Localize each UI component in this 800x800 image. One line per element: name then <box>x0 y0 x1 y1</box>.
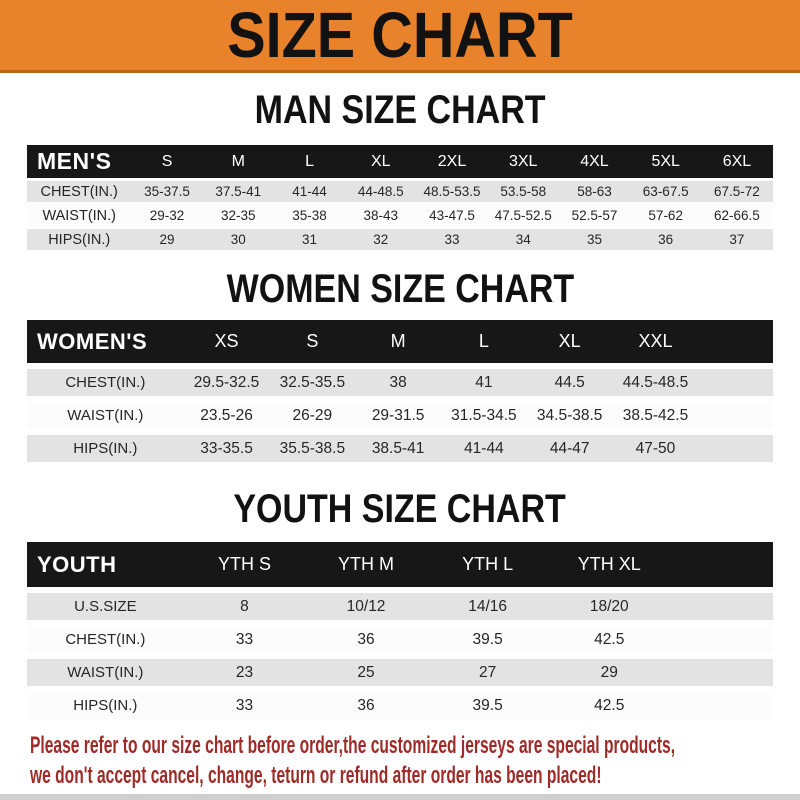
measurement-cell: 29-32 <box>149 208 185 223</box>
measurement-cell: 32.5-35.5 <box>279 373 346 391</box>
measurement-cell: 44-47 <box>549 439 590 457</box>
table-header-row <box>27 542 773 587</box>
measurement-cell: 39.5 <box>472 630 503 648</box>
row-label: WAIST(IN.) <box>67 407 144 424</box>
row-label: HIPS(IN.) <box>48 231 111 248</box>
column-header: L <box>305 152 314 170</box>
measurement-cell: 42.5 <box>594 630 625 648</box>
size-table-youth <box>27 542 773 719</box>
measurement-cell: 31.5-34.5 <box>451 406 517 424</box>
column-header: YTH S <box>217 554 271 574</box>
measurement-cell: 62-66.5 <box>714 208 760 223</box>
section-man-size-chart <box>27 87 773 250</box>
measurement-cell: 38 <box>389 373 407 391</box>
section-title-women: WOMEN SIZE CHART <box>226 267 574 311</box>
measurement-cell: 35 <box>586 232 602 247</box>
measurement-cell: 25 <box>357 663 375 681</box>
measurement-cell: 33 <box>444 232 460 247</box>
table-row <box>27 593 773 620</box>
row-label: HIPS(IN.) <box>73 440 138 457</box>
row-label: CHEST(IN.) <box>65 631 146 648</box>
measurement-cell: 30 <box>230 232 246 247</box>
table-row <box>27 435 773 462</box>
measurement-cell: 67.5-72 <box>714 184 760 199</box>
column-header: S <box>306 331 319 351</box>
measurement-cell: 18/20 <box>589 597 629 615</box>
table-header-label: YOUTH <box>37 551 117 577</box>
footer-line-2: we don't accept cancel, change, teturn or refund after order has been placed! <box>30 762 602 789</box>
measurement-cell: 41-44 <box>464 439 504 457</box>
measurement-cell: 35-37.5 <box>144 184 190 199</box>
measurement-cell: 63-67.5 <box>642 184 689 199</box>
row-label: U.S.SIZE <box>74 598 137 615</box>
measurement-cell: 14/16 <box>468 597 508 615</box>
column-header: YTH M <box>338 554 395 574</box>
section-youth-size-chart <box>27 486 773 719</box>
column-header: YTH L <box>462 554 514 574</box>
measurement-cell: 32-35 <box>221 208 256 223</box>
footer-line-1: Please refer to our size chart before order,the customized jerseys are special products, <box>30 732 676 759</box>
measurement-cell: 37.5-41 <box>215 184 262 199</box>
measurement-cell: 29-31.5 <box>371 406 425 424</box>
measurement-cell: 23.5-26 <box>200 406 253 424</box>
table-row <box>27 369 773 396</box>
column-header: 6XL <box>722 152 752 170</box>
row-label: CHEST(IN.) <box>40 183 118 200</box>
row-label: CHEST(IN.) <box>65 374 146 391</box>
measurement-cell: 41-44 <box>292 184 327 199</box>
measurement-cell: 34 <box>515 232 531 247</box>
column-header: M <box>390 331 406 351</box>
size-table-man <box>27 145 773 250</box>
measurement-cell: 58-63 <box>577 184 612 199</box>
section-women-size-chart <box>27 266 773 462</box>
table-row <box>27 181 773 202</box>
measurement-cell: 35-38 <box>292 208 327 223</box>
sections-host <box>0 87 800 719</box>
measurement-cell: 43-47.5 <box>429 208 475 223</box>
column-header: 5XL <box>651 152 680 170</box>
column-header: XS <box>214 331 239 351</box>
table-row <box>27 692 773 719</box>
size-table-women <box>27 320 773 462</box>
section-title-wrap <box>27 486 773 532</box>
row-label: WAIST(IN.) <box>42 207 116 224</box>
table-row <box>27 659 773 686</box>
measurement-cell: 27 <box>479 663 497 681</box>
table-row <box>27 229 773 250</box>
column-header: XXL <box>638 331 673 351</box>
table-row <box>27 205 773 226</box>
column-header: 3XL <box>508 152 538 170</box>
column-header: YTH XL <box>577 554 641 574</box>
measurement-cell: 47-50 <box>635 439 676 457</box>
measurement-cell: 38-43 <box>363 208 399 223</box>
column-header: M <box>231 152 245 170</box>
measurement-cell: 33 <box>235 630 254 648</box>
measurement-cell: 36 <box>357 630 375 648</box>
table-header-row <box>27 320 773 363</box>
measurement-cell: 57-62 <box>648 208 683 223</box>
section-title-wrap <box>27 266 773 312</box>
measurement-cell: 41 <box>475 373 493 391</box>
measurement-cell: 26-29 <box>292 406 333 424</box>
measurement-cell: 53.5-58 <box>500 184 547 199</box>
measurement-cell: 38.5-41 <box>371 439 425 457</box>
measurement-cell: 29 <box>159 232 175 247</box>
measurement-cell: 47.5-52.5 <box>494 208 552 223</box>
column-header: S <box>161 152 173 170</box>
section-title-wrap <box>27 87 773 133</box>
measurement-cell: 34.5-38.5 <box>536 406 603 424</box>
table-header-label: WOMEN'S <box>37 328 148 354</box>
banner-title: SIZE CHART <box>227 0 573 71</box>
section-title-youth: YOUTH SIZE CHART <box>233 487 567 531</box>
table-header-row <box>27 145 773 178</box>
measurement-cell: 32 <box>373 232 389 247</box>
size-chart-banner <box>0 0 800 73</box>
column-header: 4XL <box>580 152 609 170</box>
measurement-cell: 38.5-42.5 <box>622 406 689 424</box>
measurement-cell: 48.5-53.5 <box>423 184 481 199</box>
measurement-cell: 37 <box>729 232 745 247</box>
measurement-cell: 42.5 <box>594 696 625 714</box>
measurement-cell: 35.5-38.5 <box>279 439 346 457</box>
measurement-cell: 39.5 <box>472 696 503 714</box>
measurement-cell: 44-48.5 <box>357 184 404 199</box>
measurement-cell: 29 <box>600 663 618 681</box>
measurement-cell: 36 <box>357 696 375 714</box>
measurement-cell: 44.5 <box>554 373 585 391</box>
measurement-cell: 23 <box>235 663 254 681</box>
measurement-cell: 33-35.5 <box>200 439 253 457</box>
column-header: XL <box>370 152 391 170</box>
measurement-cell: 52.5-57 <box>571 208 618 223</box>
column-header: 2XL <box>437 152 467 170</box>
row-label: HIPS(IN.) <box>73 697 138 714</box>
column-header: L <box>478 331 489 351</box>
table-header-label: MEN'S <box>37 148 112 174</box>
measurement-cell: 10/12 <box>346 597 386 615</box>
row-label: WAIST(IN.) <box>67 664 144 681</box>
footer-note <box>30 731 800 791</box>
bottom-strip <box>0 794 800 800</box>
column-header: XL <box>558 331 581 351</box>
measurement-cell: 8 <box>240 597 249 615</box>
measurement-cell: 31 <box>302 232 318 247</box>
measurement-cell: 33 <box>235 696 254 714</box>
table-row <box>27 626 773 653</box>
section-title-man: MAN SIZE CHART <box>254 88 546 132</box>
measurement-cell: 44.5-48.5 <box>622 373 689 391</box>
measurement-cell: 36 <box>658 232 674 247</box>
table-row <box>27 402 773 429</box>
measurement-cell: 29.5-32.5 <box>193 373 260 391</box>
